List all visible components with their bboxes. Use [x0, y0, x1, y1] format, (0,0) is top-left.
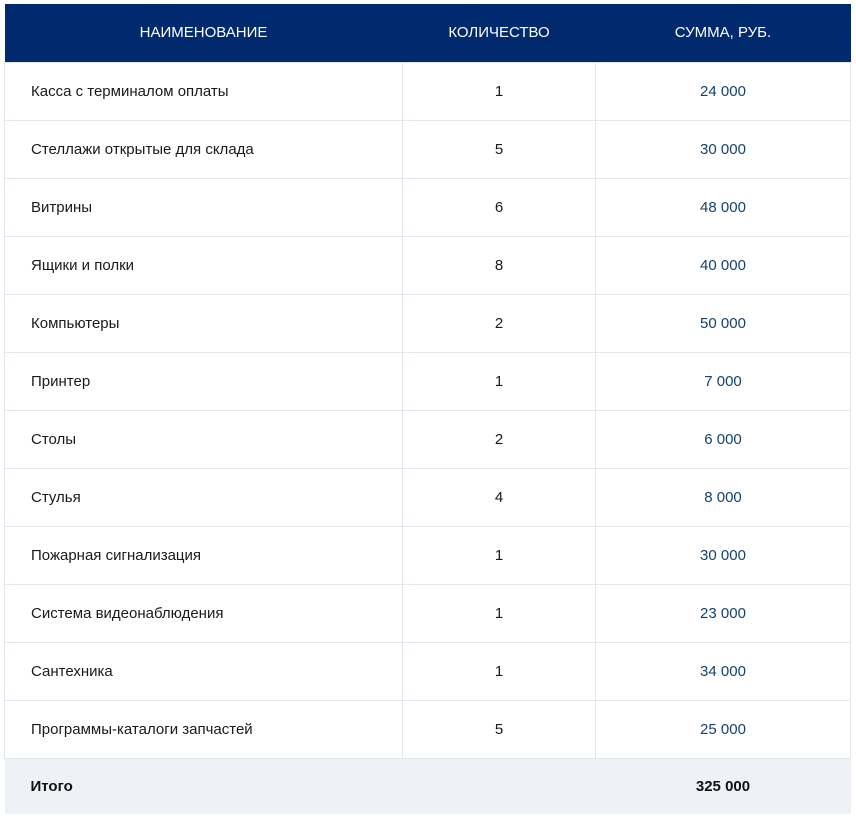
table-row [5, 700, 851, 758]
item-quantity-cell: 4 [403, 468, 596, 526]
item-quantity-cell: 2 [403, 410, 596, 468]
item-sum-cell: 50 000 [596, 294, 851, 352]
item-quantity-cell: 1 [403, 352, 596, 410]
column-header-quantity: КОЛИЧЕСТВО [448, 24, 550, 42]
total-label: Итого [30, 777, 73, 795]
item-sum-cell: 6 000 [596, 410, 851, 468]
item-quantity-cell: 5 [403, 120, 596, 178]
table-row [5, 120, 851, 178]
table-row [5, 468, 851, 526]
table-row [5, 584, 851, 642]
item-name-cell: Касса с терминалом оплаты [5, 62, 403, 120]
item-sum-cell: 48 000 [596, 178, 851, 236]
item-quantity-cell: 1 [403, 526, 596, 584]
item-sum-cell: 30 000 [596, 526, 851, 584]
item-quantity-cell: 8 [403, 236, 596, 294]
item-sum-cell: 34 000 [596, 642, 851, 700]
total-row [5, 758, 851, 814]
item-name-cell: Система видеонаблюдения [5, 584, 403, 642]
item-name-cell: Ящики и полки [5, 236, 403, 294]
item-name-cell: Пожарная сигнализация [5, 526, 403, 584]
item-name-cell: Витрины [5, 178, 403, 236]
table-row [5, 178, 851, 236]
header-row [5, 4, 851, 62]
item-quantity-cell: 5 [403, 700, 596, 758]
table-row [5, 526, 851, 584]
item-quantity-cell: 1 [403, 62, 596, 120]
item-name-cell: Компьютеры [5, 294, 403, 352]
table-footer [5, 758, 851, 814]
item-quantity-cell: 2 [403, 294, 596, 352]
equipment-table-container [4, 4, 850, 814]
table-row [5, 294, 851, 352]
equipment-cost-table [4, 4, 851, 814]
item-name-cell: Столы [5, 410, 403, 468]
table-row [5, 236, 851, 294]
item-name-cell: Принтер [5, 352, 403, 410]
item-sum-cell: 23 000 [596, 584, 851, 642]
item-quantity-cell: 1 [403, 584, 596, 642]
item-quantity-cell: 6 [403, 178, 596, 236]
table-row [5, 642, 851, 700]
item-sum-cell: 8 000 [596, 468, 851, 526]
column-header-sum: СУММА, РУБ. [674, 24, 772, 42]
total-quantity-cell [403, 758, 596, 814]
table-body [5, 62, 851, 758]
column-header-name: НАИМЕНОВАНИЕ [139, 24, 268, 42]
item-sum-cell: 30 000 [596, 120, 851, 178]
table-header [5, 4, 851, 62]
total-sum: 325 000 [695, 777, 751, 795]
table-row [5, 62, 851, 120]
item-name-cell: Программы-каталоги запчастей [5, 700, 403, 758]
item-quantity-cell: 1 [403, 642, 596, 700]
item-sum-cell: 25 000 [596, 700, 851, 758]
item-sum-cell: 7 000 [596, 352, 851, 410]
item-name-cell: Стулья [5, 468, 403, 526]
item-name-cell: Сантехника [5, 642, 403, 700]
item-sum-cell: 24 000 [596, 62, 851, 120]
item-name-cell: Стеллажи открытые для склада [5, 120, 403, 178]
table-row [5, 410, 851, 468]
table-row [5, 352, 851, 410]
item-sum-cell: 40 000 [596, 236, 851, 294]
